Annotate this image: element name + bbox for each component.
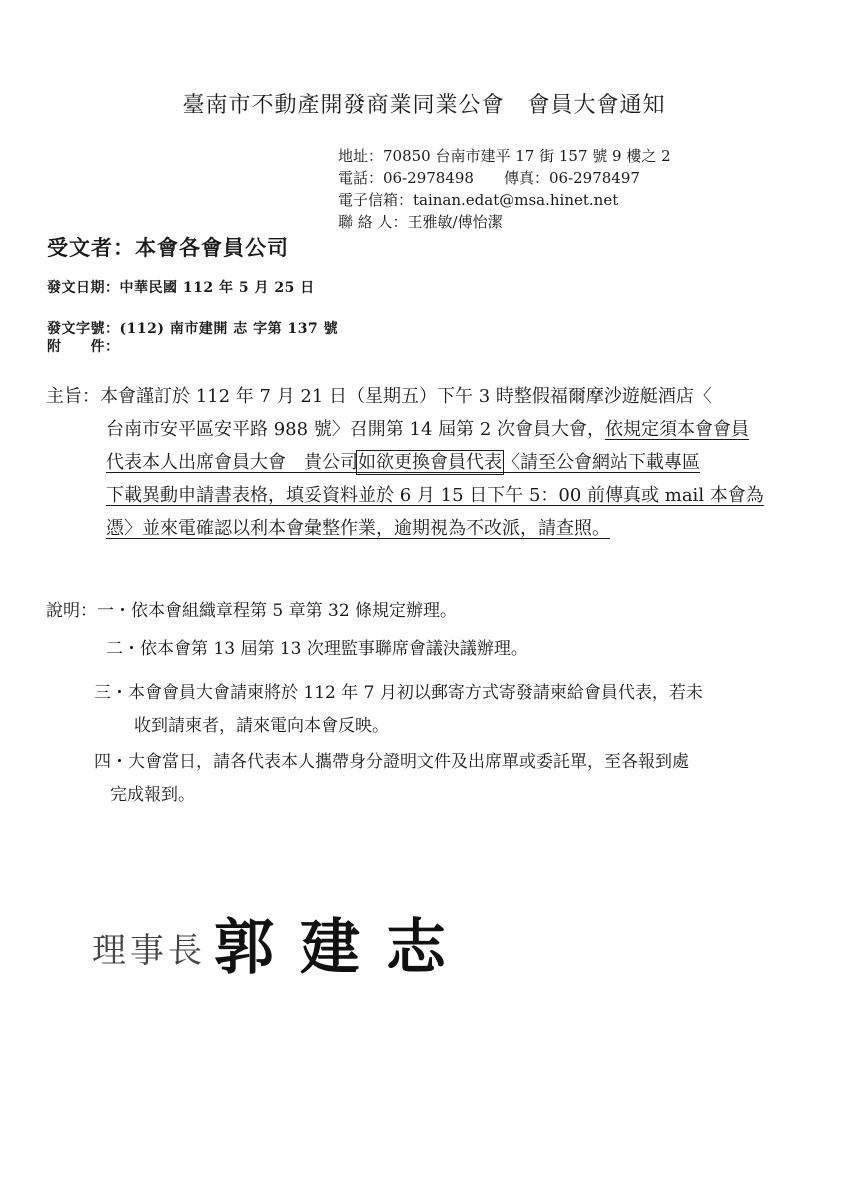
- subject-line-2-text: 台南市安平區安平路 988 號〉召開第 14 屆第 2 次會員大會，: [106, 419, 606, 440]
- explanation-item-3-line-2: 收到請柬者，請來電向本會反映。: [134, 716, 389, 736]
- subject-line-4: 下載異動申請書表格，填妥資料並於 6 月 15 日下午 5：00 前傳真或 mail 本會為: [106, 485, 764, 506]
- explanation-item-2: 二・依本會第 13 屆第 13 次理監事聯席會議決議辦理。: [106, 639, 528, 659]
- subject-line-3-underlined-b: 〈請至公會網站下載專區: [502, 452, 700, 473]
- attachment-line: 附 件：: [47, 339, 120, 355]
- document-title: 臺南市不動產開發商業同業公會 會員大會通知: [182, 93, 666, 118]
- explanation-item-4-line-2: 完成報到。: [110, 785, 195, 805]
- explanation-item-4-line-1: 四・大會當日，請各代表本人攜帶身分證明文件及出席單或委託單，至各報到處: [94, 752, 689, 772]
- signature-title: 理事長: [92, 931, 206, 971]
- signature-block: [92, 900, 472, 986]
- subject-line-3-underlined-a: 代表本人出席會員大會 貴公司: [106, 452, 358, 473]
- signature-name: 郭建志: [214, 913, 472, 983]
- address-line: 地址：70850 台南市建平 17 街 157 號 9 樓之 2: [338, 147, 671, 165]
- subject-section: [46, 380, 806, 545]
- subject-line-3: [46, 446, 806, 479]
- email-line: 電子信箱：tainan.edat@msa.hinet.net: [338, 191, 619, 209]
- subject-line-2-underlined: 依規定須本會會員: [605, 419, 750, 440]
- issue-date: 發文日期：中華民國 112 年 5 月 25 日: [47, 280, 315, 296]
- subject-line-1: 主旨：本會謹訂於 112 年 7 月 21 日（星期五）下午 3 時整假福爾摩沙遊艇酒店〈: [46, 386, 712, 407]
- document-number: 發文字號：(112) 南市建開 志 字第 137 號: [47, 321, 339, 337]
- subject-line-2: [46, 413, 806, 446]
- recipient-line: 受文者：本會各會員公司: [47, 235, 289, 260]
- contact-person-line: 聯 絡 人：王雅敏/傅怡潔: [338, 213, 503, 231]
- explanation-item-3-line-1: 三・本會會員大會請柬將於 112 年 7 月初以郵寄方式寄發請柬給會員代表，若未: [94, 683, 703, 703]
- explanation-item-1: 說明：一・依本會組織章程第 5 章第 32 條規定辦理。: [46, 601, 458, 621]
- subject-line-5: 憑〉並來電確認以利本會彙整作業，逾期視為不改派，請查照。: [106, 518, 610, 539]
- phone-fax-line: 電話：06-2978498 傳真：06-2978497: [338, 169, 640, 187]
- contact-block: [338, 145, 671, 233]
- subject-line-3-boxed: 如欲更換會員代表: [358, 452, 502, 473]
